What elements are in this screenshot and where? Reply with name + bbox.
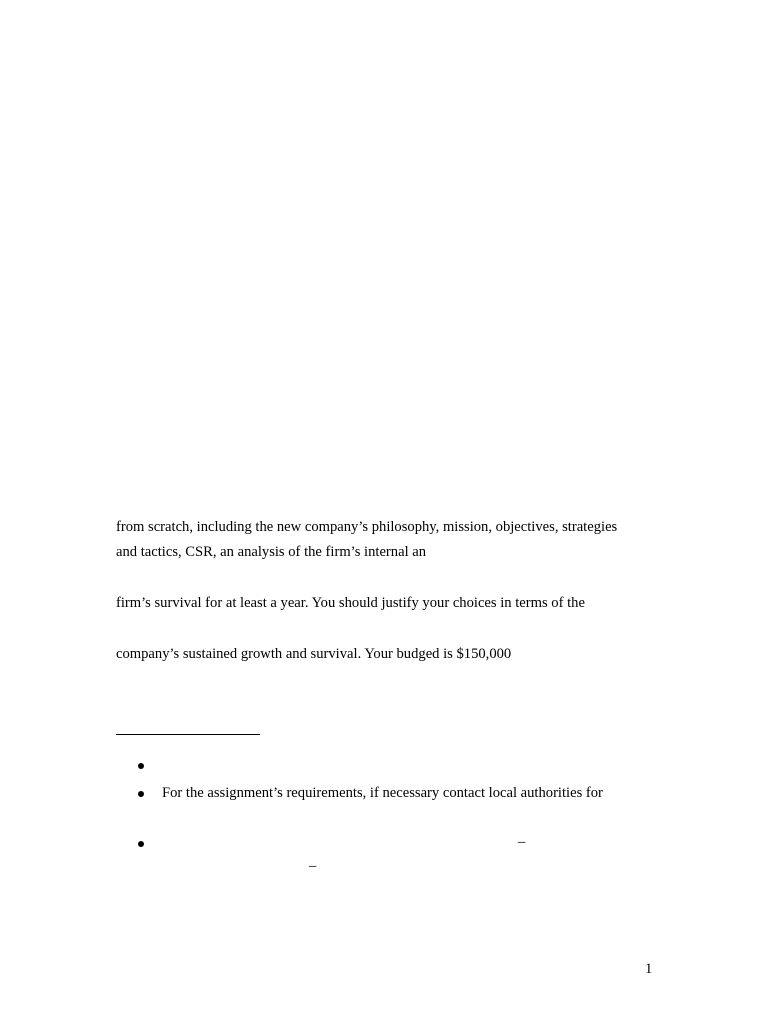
bullet-dot-icon <box>138 763 144 769</box>
bullet-dot-icon <box>138 791 144 797</box>
dash-mark: – <box>518 834 526 850</box>
body-text-line: firm’s survival for at least a year. You should justify your choices in terms of the <box>116 595 585 611</box>
bullet-dot-icon <box>138 841 144 847</box>
footnote-separator-rule <box>116 734 260 735</box>
page-number: 1 <box>645 961 653 977</box>
body-text-line: company’s sustained growth and survival. Your budged is $150,000 <box>116 646 512 662</box>
bullet-item-text: For the assignment’s requirements, if necessary contact local authorities for <box>162 785 603 801</box>
body-text-line: and tactics, CSR, an analysis of the firm’s internal an <box>116 544 427 560</box>
body-text-line: from scratch, including the new company’s philosophy, mission, objectives, strategies <box>116 519 618 535</box>
dash-mark: – <box>309 858 317 874</box>
